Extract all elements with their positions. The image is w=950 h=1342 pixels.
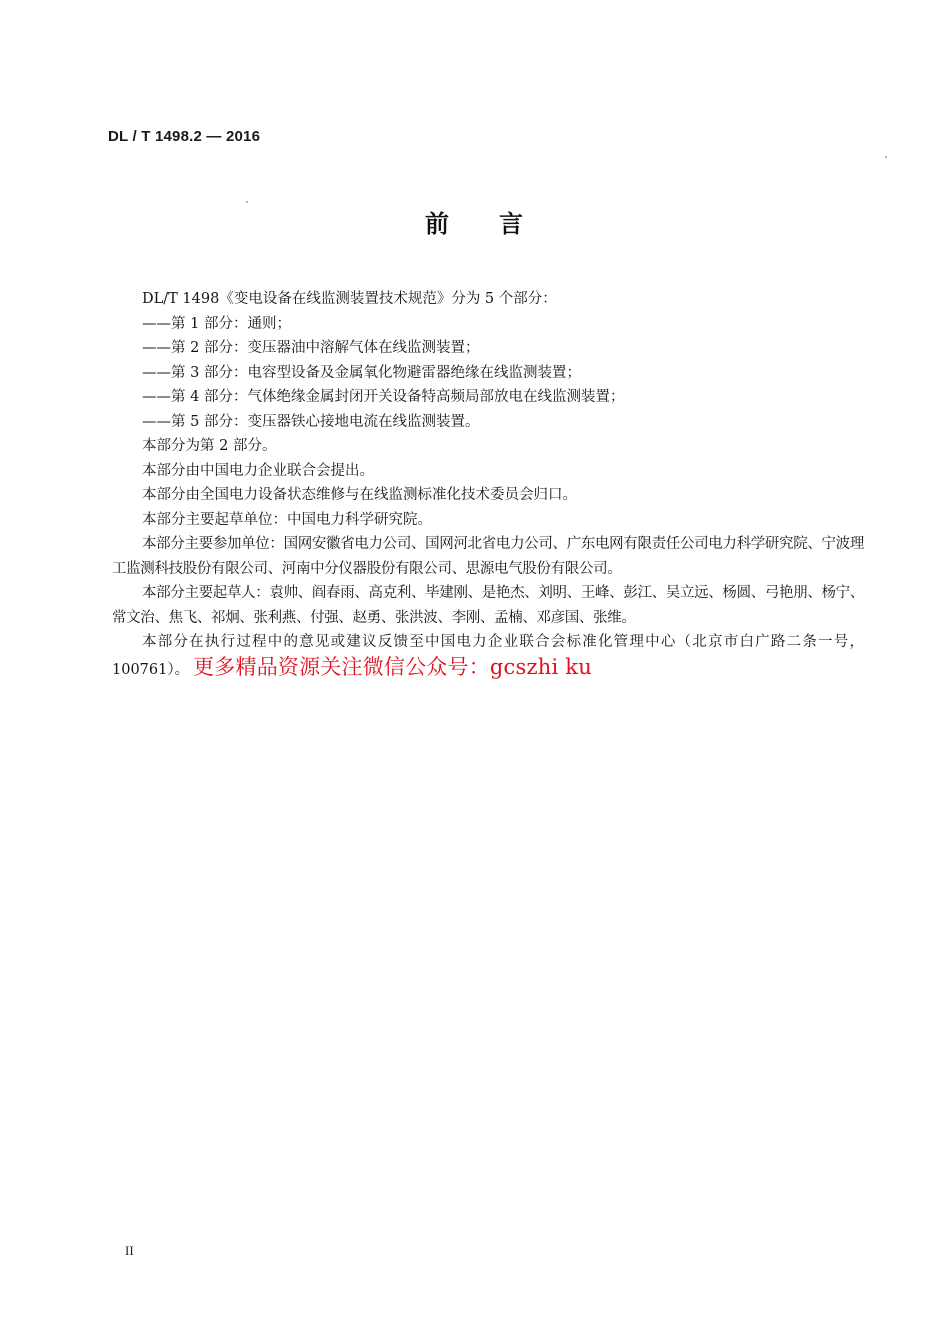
statement-committee: 本部分由全国电力设备状态维修与在线监测标准化技术委员会归口。: [142, 487, 577, 503]
document-code: DL / T 1498.2 — 2016: [108, 128, 261, 145]
participants-paragraph: 本部分主要参加单位：国网安徽省电力公司、国网河北省电力公司、广东电网有限责任公司电力科学研究院、宁波理工监测科技股份有限公司、河南中分仪器股份有限公司、思源电气股份有限公司。: [112, 536, 864, 577]
scan-speck: [885, 156, 887, 158]
part-item-3: ——第 3 部分：电容型设备及金属氧化物避雷器绝缘在线监测装置；: [142, 364, 581, 381]
feedback-paragraph: [112, 630, 864, 682]
part-item-2: ——第 2 部分：变压器油中溶解气体在线监测装置；: [142, 340, 480, 356]
page-title-left: 前: [425, 210, 451, 238]
statement-main-drafter-org: 本部分主要起草单位：中国电力科学研究院。: [142, 511, 432, 528]
page-number: II: [125, 1243, 134, 1258]
intro-line: DL/T 1498《变电设备在线监测装置技术规范》分为 5 个部分：: [142, 291, 557, 307]
foreword-content: [112, 287, 864, 682]
statement-part-number: 本部分为第 2 部分。: [142, 438, 277, 454]
drafters-paragraph: 本部分主要起草人：袁帅、阎春雨、高克利、毕建刚、是艳杰、刘明、王峰、彭江、吴立远、杨圆、弓艳朋、杨宁、常文治、焦飞、祁炯、张利燕、付强、赵勇、张洪波、李刚、孟楠、邓彦国、张维。: [112, 585, 864, 626]
part-item-1: ——第 1 部分：通则；: [142, 315, 291, 332]
page-title: [0, 204, 950, 239]
part-item-4: ——第 4 部分：气体绝缘金属封闭开关设备特高频局部放电在线监测装置；: [142, 389, 625, 405]
statement-proposer: 本部分由中国电力企业联合会提出。: [142, 462, 374, 479]
page-title-right: 言: [499, 210, 525, 238]
promo-text: 更多精品资源关注微信公众号：gcszhi ku: [193, 654, 592, 679]
feedback-text: 本部分在执行过程中的意见或建议反馈至中国电力企业联合会标准化管理中心（北京市白广路二条一号，100761）。: [112, 634, 864, 678]
scan-speck: [246, 201, 248, 203]
part-item-5: ——第 5 部分：变压器铁心接地电流在线监测装置。: [142, 413, 480, 430]
